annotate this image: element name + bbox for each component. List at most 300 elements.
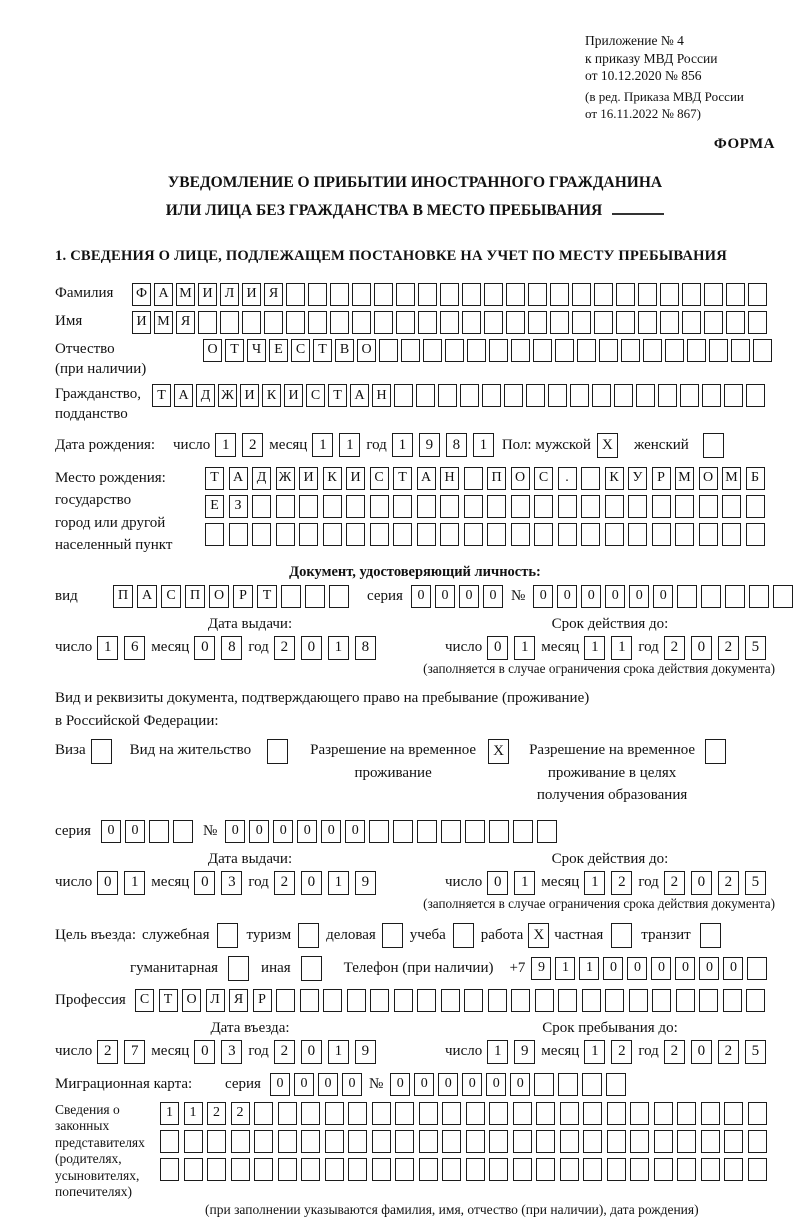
char-box[interactable]: Р	[652, 467, 671, 490]
char-box[interactable]	[513, 1158, 532, 1181]
char-box[interactable]	[628, 523, 647, 546]
char-box[interactable]	[528, 283, 547, 306]
char-box[interactable]	[229, 523, 248, 546]
char-box[interactable]	[699, 523, 718, 546]
char-box[interactable]	[533, 339, 552, 362]
char-box[interactable]	[699, 989, 718, 1012]
char-box[interactable]: О	[511, 467, 530, 490]
char-box[interactable]	[528, 311, 547, 334]
char-box[interactable]: К	[262, 384, 281, 407]
char-box[interactable]	[308, 311, 327, 334]
char-box[interactable]	[722, 495, 741, 518]
char-box[interactable]	[438, 384, 457, 407]
char-box[interactable]	[682, 283, 701, 306]
char-box[interactable]	[749, 585, 769, 608]
char-box[interactable]	[441, 820, 461, 843]
char-box[interactable]: Я	[229, 989, 248, 1012]
char-box[interactable]	[489, 820, 509, 843]
char-box[interactable]	[526, 384, 545, 407]
char-box[interactable]: 0	[483, 585, 503, 608]
char-box[interactable]: 0	[301, 636, 322, 660]
purpose-private-checkbox[interactable]	[611, 923, 632, 948]
char-box[interactable]	[276, 495, 295, 518]
char-box[interactable]: 1	[392, 433, 413, 457]
char-box[interactable]	[276, 989, 295, 1012]
char-box[interactable]: А	[174, 384, 193, 407]
char-box[interactable]	[442, 1158, 461, 1181]
char-box[interactable]	[675, 523, 694, 546]
char-box[interactable]	[652, 989, 671, 1012]
char-box[interactable]: 0	[318, 1073, 338, 1096]
char-box[interactable]: И	[240, 384, 259, 407]
char-box[interactable]	[594, 283, 613, 306]
char-box[interactable]	[372, 1158, 391, 1181]
char-box[interactable]: 2	[718, 1040, 739, 1064]
char-box[interactable]	[489, 1102, 508, 1125]
char-box[interactable]	[395, 1130, 414, 1153]
char-box[interactable]: И	[198, 283, 217, 306]
char-box[interactable]: К	[323, 467, 342, 490]
char-box[interactable]	[286, 283, 305, 306]
sex-female-checkbox[interactable]	[703, 433, 724, 458]
char-box[interactable]	[278, 1102, 297, 1125]
char-box[interactable]: 5	[745, 636, 766, 660]
char-box[interactable]: 0	[723, 957, 743, 980]
char-box[interactable]: О	[699, 467, 718, 490]
char-box[interactable]	[184, 1130, 203, 1153]
char-box[interactable]: У	[628, 467, 647, 490]
char-box[interactable]	[301, 1102, 320, 1125]
char-box[interactable]: 0	[581, 585, 601, 608]
char-box[interactable]	[630, 1130, 649, 1153]
char-box[interactable]	[325, 1102, 344, 1125]
char-box[interactable]: Т	[152, 384, 171, 407]
char-box[interactable]: Т	[159, 989, 178, 1012]
char-box[interactable]	[577, 339, 596, 362]
char-box[interactable]: 0	[691, 1040, 712, 1064]
char-box[interactable]	[231, 1158, 250, 1181]
char-box[interactable]	[160, 1130, 179, 1153]
char-box[interactable]	[346, 495, 365, 518]
char-box[interactable]	[726, 311, 745, 334]
char-box[interactable]	[278, 1130, 297, 1153]
char-box[interactable]: О	[182, 989, 201, 1012]
char-box[interactable]	[513, 1130, 532, 1153]
char-box[interactable]: 0	[629, 585, 649, 608]
char-box[interactable]: 9	[419, 433, 440, 457]
char-box[interactable]	[264, 311, 283, 334]
char-box[interactable]	[205, 523, 224, 546]
char-box[interactable]	[462, 311, 481, 334]
char-box[interactable]: С	[291, 339, 310, 362]
char-box[interactable]	[417, 523, 436, 546]
char-box[interactable]	[746, 384, 765, 407]
char-box[interactable]: 0	[510, 1073, 530, 1096]
char-box[interactable]: 7	[124, 1040, 145, 1064]
char-box[interactable]: 0	[194, 1040, 215, 1064]
char-box[interactable]: 1	[160, 1102, 179, 1125]
char-box[interactable]: А	[417, 467, 436, 490]
char-box[interactable]: П	[113, 585, 133, 608]
char-box[interactable]	[558, 989, 577, 1012]
char-box[interactable]	[555, 339, 574, 362]
char-box[interactable]: Ч	[247, 339, 266, 362]
char-box[interactable]	[548, 384, 567, 407]
char-box[interactable]	[704, 311, 723, 334]
char-box[interactable]: А	[229, 467, 248, 490]
char-box[interactable]: Р	[253, 989, 272, 1012]
char-box[interactable]	[482, 384, 501, 407]
char-box[interactable]	[581, 523, 600, 546]
char-box[interactable]	[418, 283, 437, 306]
char-box[interactable]	[369, 820, 389, 843]
char-box[interactable]: 2	[718, 636, 739, 660]
char-box[interactable]	[616, 311, 635, 334]
char-box[interactable]: Т	[313, 339, 332, 362]
char-box[interactable]	[207, 1130, 226, 1153]
char-box[interactable]	[445, 339, 464, 362]
char-box[interactable]	[654, 1158, 673, 1181]
char-box[interactable]	[748, 283, 767, 306]
char-box[interactable]: А	[350, 384, 369, 407]
char-box[interactable]: 2	[664, 1040, 685, 1064]
char-box[interactable]: 0	[342, 1073, 362, 1096]
char-box[interactable]	[660, 311, 679, 334]
temp-residence-edu-checkbox[interactable]	[705, 739, 726, 764]
char-box[interactable]	[252, 495, 271, 518]
char-box[interactable]	[254, 1102, 273, 1125]
char-box[interactable]: 1	[487, 1040, 508, 1064]
char-box[interactable]: 0	[533, 585, 553, 608]
char-box[interactable]	[746, 989, 765, 1012]
char-box[interactable]: 0	[653, 585, 673, 608]
char-box[interactable]	[722, 523, 741, 546]
char-box[interactable]	[535, 989, 554, 1012]
char-box[interactable]: 8	[355, 636, 376, 660]
char-box[interactable]: Я	[264, 283, 283, 306]
char-box[interactable]	[723, 989, 742, 1012]
char-box[interactable]: 0	[487, 636, 508, 660]
char-box[interactable]: 8	[446, 433, 467, 457]
char-box[interactable]: 1	[328, 636, 349, 660]
char-box[interactable]: С	[370, 467, 389, 490]
char-box[interactable]: М	[675, 467, 694, 490]
char-box[interactable]	[374, 283, 393, 306]
char-box[interactable]: С	[135, 989, 154, 1012]
char-box[interactable]	[418, 311, 437, 334]
char-box[interactable]: 2	[664, 636, 685, 660]
char-box[interactable]: 0	[294, 1073, 314, 1096]
char-box[interactable]	[329, 585, 349, 608]
char-box[interactable]: Е	[205, 495, 224, 518]
char-box[interactable]	[676, 989, 695, 1012]
char-box[interactable]	[374, 311, 393, 334]
char-box[interactable]: 1	[328, 871, 349, 895]
char-box[interactable]: Т	[393, 467, 412, 490]
char-box[interactable]	[440, 495, 459, 518]
purpose-work-checkbox[interactable]: X	[528, 923, 549, 948]
char-box[interactable]: Т	[225, 339, 244, 362]
char-box[interactable]: А	[154, 283, 173, 306]
char-box[interactable]	[607, 1130, 626, 1153]
char-box[interactable]: 6	[124, 636, 145, 660]
char-box[interactable]	[570, 384, 589, 407]
char-box[interactable]: 9	[514, 1040, 535, 1064]
char-box[interactable]	[724, 384, 743, 407]
char-box[interactable]	[484, 311, 503, 334]
char-box[interactable]: 1	[124, 871, 145, 895]
char-box[interactable]	[583, 1158, 602, 1181]
char-box[interactable]: К	[605, 467, 624, 490]
char-box[interactable]: 0	[691, 871, 712, 895]
char-box[interactable]	[773, 585, 793, 608]
char-box[interactable]	[748, 311, 767, 334]
char-box[interactable]	[379, 339, 398, 362]
char-box[interactable]	[630, 1102, 649, 1125]
char-box[interactable]	[395, 1158, 414, 1181]
char-box[interactable]	[699, 495, 718, 518]
char-box[interactable]	[464, 495, 483, 518]
char-box[interactable]	[419, 1158, 438, 1181]
char-box[interactable]: И	[242, 283, 261, 306]
char-box[interactable]	[489, 1158, 508, 1181]
char-box[interactable]: О	[209, 585, 229, 608]
char-box[interactable]	[440, 283, 459, 306]
char-box[interactable]: 2	[611, 871, 632, 895]
char-box[interactable]	[441, 989, 460, 1012]
char-box[interactable]	[582, 1073, 602, 1096]
char-box[interactable]: 0	[249, 820, 269, 843]
char-box[interactable]: 0	[390, 1073, 410, 1096]
visa-checkbox[interactable]	[91, 739, 112, 764]
char-box[interactable]	[466, 1130, 485, 1153]
char-box[interactable]: Я	[176, 311, 195, 334]
sex-male-checkbox[interactable]: X	[597, 433, 618, 458]
char-box[interactable]	[550, 283, 569, 306]
char-box[interactable]	[352, 283, 371, 306]
char-box[interactable]: 9	[355, 871, 376, 895]
char-box[interactable]	[301, 1130, 320, 1153]
char-box[interactable]	[753, 339, 772, 362]
char-box[interactable]	[417, 495, 436, 518]
purpose-official-checkbox[interactable]	[217, 923, 238, 948]
char-box[interactable]: 1	[611, 636, 632, 660]
char-box[interactable]	[628, 495, 647, 518]
char-box[interactable]	[629, 989, 648, 1012]
char-box[interactable]	[305, 585, 325, 608]
char-box[interactable]	[207, 1158, 226, 1181]
char-box[interactable]	[220, 311, 239, 334]
char-box[interactable]	[746, 495, 765, 518]
char-box[interactable]	[393, 495, 412, 518]
purpose-business-checkbox[interactable]	[382, 923, 403, 948]
char-box[interactable]: 0	[125, 820, 145, 843]
char-box[interactable]	[173, 820, 193, 843]
char-box[interactable]: 1	[584, 871, 605, 895]
char-box[interactable]: Д	[196, 384, 215, 407]
char-box[interactable]: 0	[301, 1040, 322, 1064]
char-box[interactable]	[242, 311, 261, 334]
char-box[interactable]: 0	[435, 585, 455, 608]
char-box[interactable]	[300, 989, 319, 1012]
char-box[interactable]	[393, 523, 412, 546]
char-box[interactable]	[636, 384, 655, 407]
char-box[interactable]	[416, 384, 435, 407]
char-box[interactable]	[583, 1102, 602, 1125]
char-box[interactable]	[701, 585, 721, 608]
char-box[interactable]	[537, 820, 557, 843]
char-box[interactable]	[704, 283, 723, 306]
char-box[interactable]	[511, 523, 530, 546]
char-box[interactable]	[724, 1158, 743, 1181]
char-box[interactable]	[536, 1158, 555, 1181]
char-box[interactable]	[401, 339, 420, 362]
char-box[interactable]: М	[722, 467, 741, 490]
char-box[interactable]: 1	[514, 871, 535, 895]
char-box[interactable]: И	[132, 311, 151, 334]
char-box[interactable]	[725, 585, 745, 608]
char-box[interactable]	[276, 523, 295, 546]
char-box[interactable]: 0	[345, 820, 365, 843]
char-box[interactable]: Ж	[218, 384, 237, 407]
char-box[interactable]: 0	[691, 636, 712, 660]
char-box[interactable]	[489, 339, 508, 362]
char-box[interactable]: П	[185, 585, 205, 608]
char-box[interactable]	[299, 523, 318, 546]
char-box[interactable]: 1	[584, 1040, 605, 1064]
char-box[interactable]: Ж	[276, 467, 295, 490]
char-box[interactable]	[417, 989, 436, 1012]
char-box[interactable]: И	[284, 384, 303, 407]
char-box[interactable]: 2	[611, 1040, 632, 1064]
char-box[interactable]: 2	[207, 1102, 226, 1125]
char-box[interactable]	[286, 311, 305, 334]
char-box[interactable]	[709, 339, 728, 362]
char-box[interactable]	[606, 1073, 626, 1096]
char-box[interactable]: 0	[414, 1073, 434, 1096]
char-box[interactable]	[464, 989, 483, 1012]
char-box[interactable]	[731, 339, 750, 362]
char-box[interactable]	[460, 384, 479, 407]
char-box[interactable]	[254, 1130, 273, 1153]
char-box[interactable]	[677, 1130, 696, 1153]
char-box[interactable]: 0	[194, 636, 215, 660]
char-box[interactable]	[748, 1130, 767, 1153]
char-box[interactable]	[419, 1102, 438, 1125]
char-box[interactable]	[747, 957, 767, 980]
char-box[interactable]	[308, 283, 327, 306]
char-box[interactable]: И	[346, 467, 365, 490]
char-box[interactable]	[325, 1130, 344, 1153]
char-box[interactable]: 1	[579, 957, 599, 980]
char-box[interactable]: 0	[462, 1073, 482, 1096]
char-box[interactable]	[464, 523, 483, 546]
char-box[interactable]	[687, 339, 706, 362]
char-box[interactable]: 5	[745, 1040, 766, 1064]
char-box[interactable]	[348, 1130, 367, 1153]
char-box[interactable]: О	[203, 339, 222, 362]
char-box[interactable]: 9	[531, 957, 551, 980]
char-box[interactable]: 2	[231, 1102, 250, 1125]
char-box[interactable]	[330, 283, 349, 306]
char-box[interactable]	[594, 311, 613, 334]
char-box[interactable]: И	[299, 467, 318, 490]
char-box[interactable]	[652, 523, 671, 546]
char-box[interactable]: А	[137, 585, 157, 608]
char-box[interactable]	[560, 1130, 579, 1153]
char-box[interactable]: 0	[321, 820, 341, 843]
char-box[interactable]	[325, 1158, 344, 1181]
char-box[interactable]	[511, 339, 530, 362]
char-box[interactable]	[607, 1158, 626, 1181]
char-box[interactable]: Р	[233, 585, 253, 608]
char-box[interactable]: 8	[221, 636, 242, 660]
char-box[interactable]	[560, 1158, 579, 1181]
char-box[interactable]: .	[558, 467, 577, 490]
char-box[interactable]	[184, 1158, 203, 1181]
char-box[interactable]	[442, 1130, 461, 1153]
char-box[interactable]	[572, 283, 591, 306]
purpose-humanitarian-checkbox[interactable]	[228, 956, 249, 981]
char-box[interactable]: 0	[605, 585, 625, 608]
char-box[interactable]	[558, 495, 577, 518]
char-box[interactable]: М	[154, 311, 173, 334]
char-box[interactable]	[701, 1158, 720, 1181]
char-box[interactable]: С	[161, 585, 181, 608]
char-box[interactable]	[370, 989, 389, 1012]
char-box[interactable]	[702, 384, 721, 407]
char-box[interactable]: Д	[252, 467, 271, 490]
char-box[interactable]	[682, 311, 701, 334]
char-box[interactable]	[299, 495, 318, 518]
char-box[interactable]: 0	[627, 957, 647, 980]
char-box[interactable]	[581, 495, 600, 518]
char-box[interactable]: Ф	[132, 283, 151, 306]
char-box[interactable]: П	[487, 467, 506, 490]
char-box[interactable]: 5	[745, 871, 766, 895]
char-box[interactable]	[467, 339, 486, 362]
char-box[interactable]	[638, 283, 657, 306]
char-box[interactable]	[701, 1102, 720, 1125]
char-box[interactable]	[614, 384, 633, 407]
char-box[interactable]	[658, 384, 677, 407]
char-box[interactable]	[323, 495, 342, 518]
char-box[interactable]	[680, 384, 699, 407]
char-box[interactable]	[726, 283, 745, 306]
char-box[interactable]: 0	[487, 871, 508, 895]
char-box[interactable]	[484, 283, 503, 306]
char-box[interactable]	[440, 523, 459, 546]
char-box[interactable]: 1	[97, 636, 118, 660]
char-box[interactable]	[536, 1130, 555, 1153]
purpose-transit-checkbox[interactable]	[700, 923, 721, 948]
char-box[interactable]	[616, 283, 635, 306]
char-box[interactable]	[417, 820, 437, 843]
char-box[interactable]	[489, 1130, 508, 1153]
char-box[interactable]	[654, 1102, 673, 1125]
char-box[interactable]	[652, 495, 671, 518]
char-box[interactable]: С	[306, 384, 325, 407]
char-box[interactable]	[582, 989, 601, 1012]
char-box[interactable]	[605, 495, 624, 518]
char-box[interactable]: 0	[97, 871, 118, 895]
char-box[interactable]: Л	[206, 989, 225, 1012]
char-box[interactable]: Т	[257, 585, 277, 608]
char-box[interactable]: 0	[699, 957, 719, 980]
char-box[interactable]: 0	[603, 957, 623, 980]
char-box[interactable]	[724, 1130, 743, 1153]
char-box[interactable]	[395, 1102, 414, 1125]
